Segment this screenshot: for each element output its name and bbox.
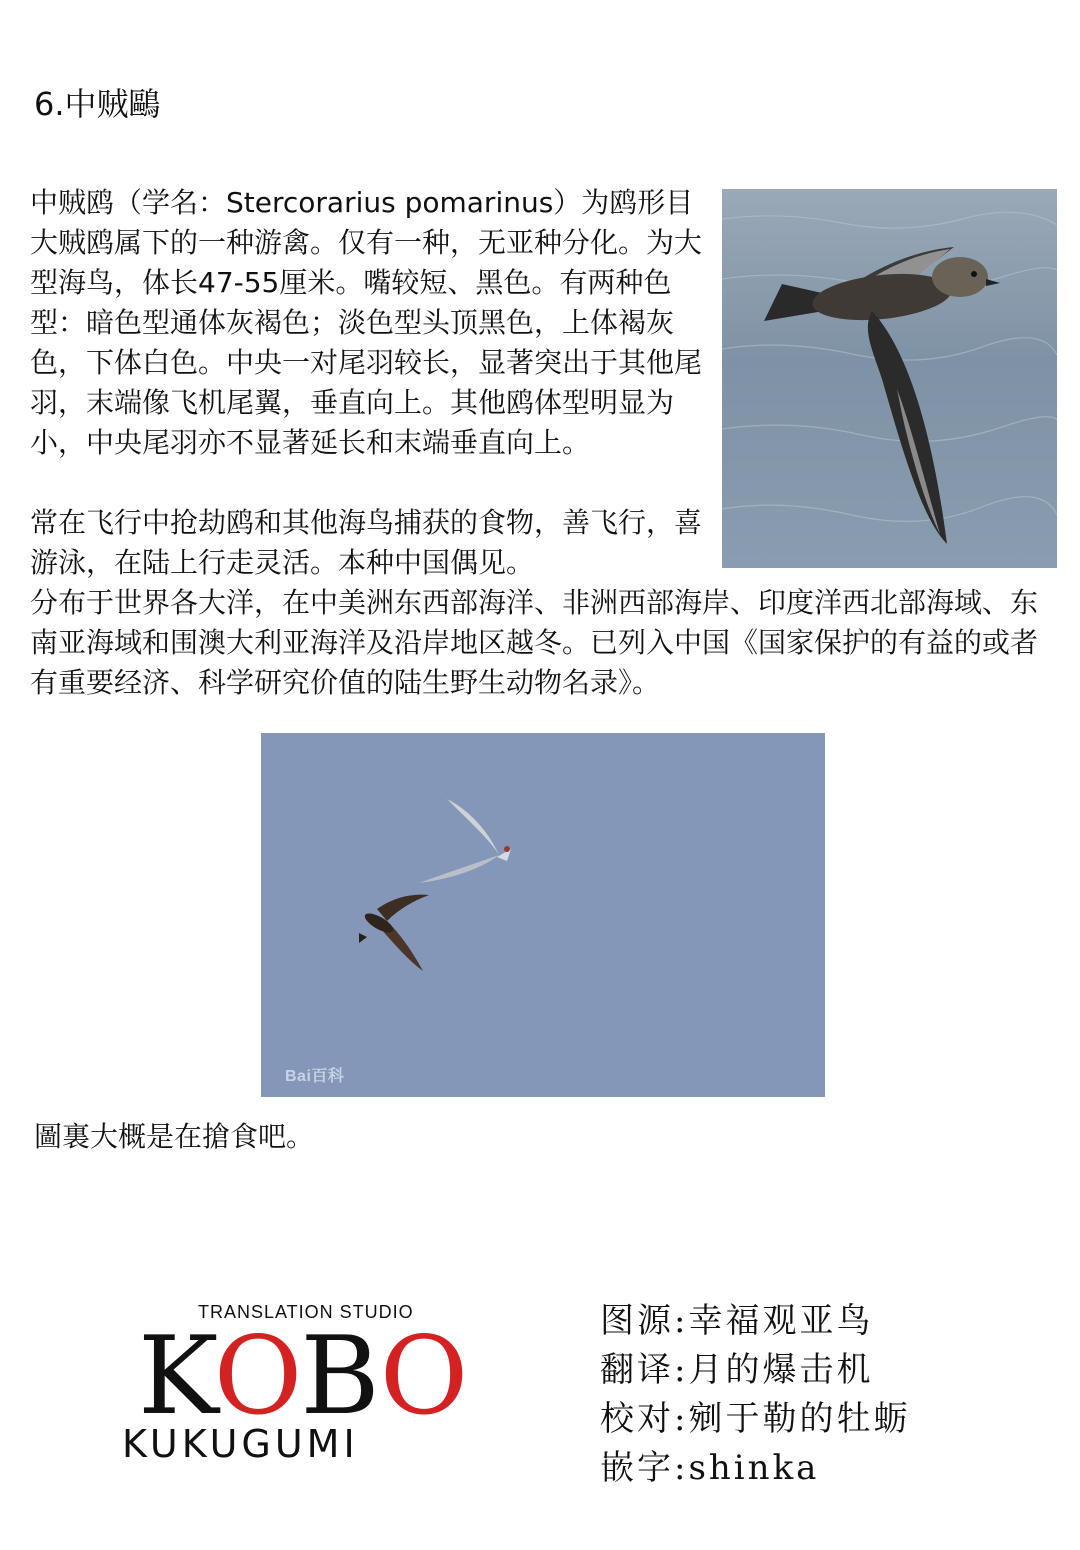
distribution-paragraph: 分布于世界各大洋，在中美洲东西部海洋、非洲西部海岸、印度洋西北部海域、东南亚海域和围澳大利亚海洋及沿岸地区越冬。已列入中国《国家保护的有益的或者有重要经济、科学研究价值的陆生野生动物名录》。 [30, 586, 1039, 699]
description-paragraph: 中贼鸥（学名：Stercorarius pomarinus）为鸥形目大贼鸥属下的一种游禽。仅有一种，无亚种分化。为大型海鸟，体长47-55厘米。嘴较短、黑色。有两种色型：暗色型通体灰褐色；淡色型头顶黑色，上体褐灰色，下体白色。中央一对尾羽较长，显著突出于其他尾羽，末端像飞机尾翼，垂直向上。其他鸥体型明显为小，中央尾羽亦不显著延长和末端垂直向上。 [30, 186, 703, 459]
logo-wordmark [138, 1314, 467, 1439]
page-title: 6.中贼鷗 [34, 85, 161, 123]
birds-chase-photo [261, 733, 825, 1097]
credit-source: 图源:幸福观亚鸟 [600, 1301, 874, 1341]
behavior-paragraph: 常在飞行中抢劫鸥和其他海鸟捕获的食物，善飞行，喜游泳，在陆上行走灵活。本种中国偶见。 [30, 506, 703, 579]
logo-letter-o2: O [379, 1314, 467, 1439]
credit-typesetting: 嵌字:shinka [600, 1448, 820, 1488]
logo-letter-b: B [300, 1314, 380, 1439]
logo-sub-text: KUKUGUMI [122, 1422, 359, 1466]
photo-caption: 圖裏大概是在搶食吧。 [34, 1120, 315, 1153]
credit-proofreading: 校对:剜于勒的牡蛎 [600, 1399, 911, 1439]
bird-photo-flight [722, 189, 1057, 568]
logo-letter-k: K [138, 1314, 214, 1439]
credits-block [600, 1297, 910, 1493]
credit-translation: 翻译:月的爆击机 [600, 1350, 874, 1390]
logo-top-text: TRANSLATION STUDIO [198, 1302, 414, 1322]
logo-letter-o1: O [213, 1314, 301, 1439]
watermark-text: Bai百科 [285, 1068, 345, 1085]
studio-logo [120, 1300, 500, 1470]
